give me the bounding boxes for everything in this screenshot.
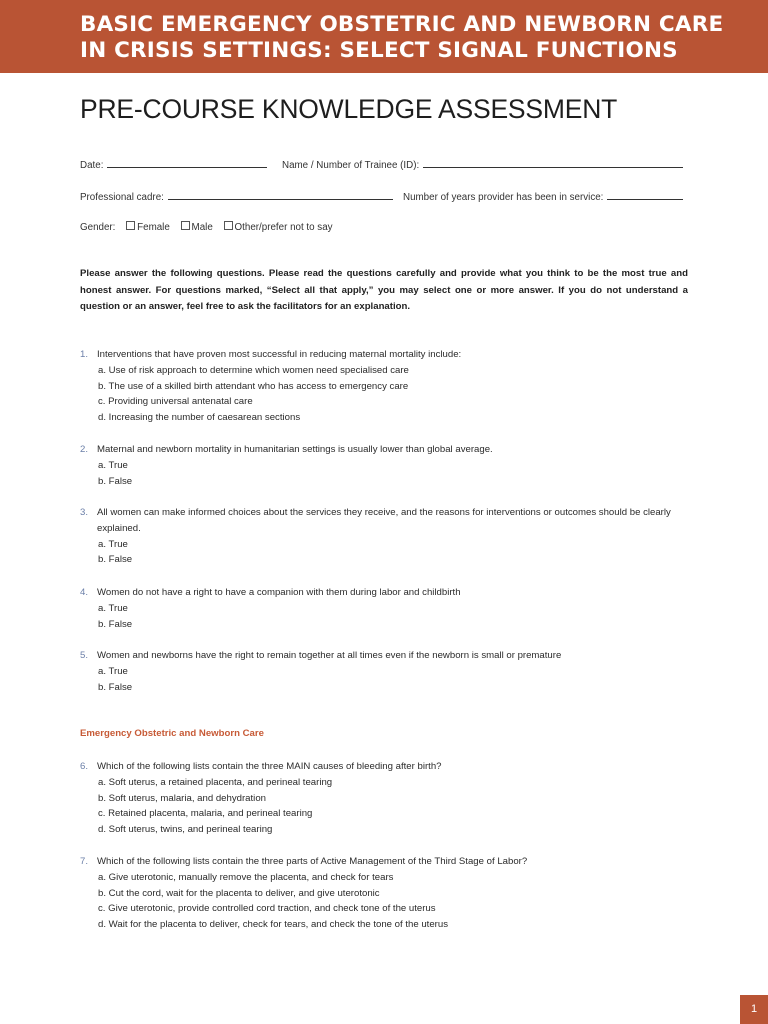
banner-title-line-1: BASIC EMERGENCY OBSTETRIC AND NEWBORN CARE <box>80 12 724 37</box>
form-row-gender <box>80 221 333 235</box>
page-title: PRE-COURSE KNOWLEDGE ASSESSMENT <box>80 94 618 124</box>
answer-option[interactable]: d. Soft uterus, twins, and perineal tearing <box>98 824 273 836</box>
banner-title-line-2: IN CRISIS SETTINGS: SELECT SIGNAL FUNCTIONS <box>80 38 678 63</box>
gender-option-label: Other/prefer not to say <box>234 222 333 233</box>
answer-option[interactable]: d. Increasing the number of caesarean sections <box>98 412 301 424</box>
page-number-badge: 1 <box>740 995 768 1024</box>
question-3 <box>80 505 688 568</box>
answer-option[interactable]: c. Providing universal antenatal care <box>98 396 253 408</box>
date-field[interactable] <box>80 158 267 171</box>
trainee-id-field[interactable] <box>282 158 683 171</box>
question-number: 1. <box>80 349 89 360</box>
answer-option[interactable]: a. True <box>98 538 128 550</box>
instructions-paragraph: Please answer the following questions. Please read the questions carefully and provide what you think to be the most true and honest answer. For questions marked, “Select all that apply,” you may select one or more answer. If you do not understand a question or an answer, feel free to ask the facilitators for an explanation. <box>80 268 688 312</box>
question-text: Women do not have a right to have a companion with them during labor and childbirth <box>97 587 461 598</box>
checkbox-icon[interactable] <box>224 221 233 230</box>
question-6 <box>80 759 688 838</box>
trainee-id-line[interactable] <box>423 158 683 168</box>
gender-option-label: Male <box>191 222 213 233</box>
question-number: 3. <box>80 507 89 518</box>
question-text: Maternal and newborn mortality in humanitarian settings is usually lower than global average. <box>97 444 493 455</box>
answer-option[interactable]: a. True <box>98 459 128 471</box>
answer-option[interactable]: d. Wait for the placenta to deliver, check for tears, and check the tone of the uterus <box>98 919 449 931</box>
question-number: 6. <box>80 761 89 772</box>
years-in-service-label: Number of years provider has been in service: <box>403 192 604 203</box>
answer-option[interactable]: b. False <box>98 475 133 487</box>
question-number: 2. <box>80 444 89 455</box>
answer-option[interactable]: b. False <box>98 618 133 630</box>
answer-option[interactable]: c. Give uterotonic, provide controlled cord traction, and check tone of the uterus <box>98 903 436 915</box>
answer-option[interactable]: b. False <box>98 681 133 693</box>
question-number: 7. <box>80 856 89 867</box>
answer-option[interactable]: a. Soft uterus, a retained placenta, and perineal tearing <box>98 776 333 788</box>
question-text: Which of the following lists contain the three parts of Active Management of the Third Stage of Labor? <box>97 856 528 867</box>
checkbox-icon[interactable] <box>126 221 135 230</box>
gender-option-label: Female <box>137 222 170 233</box>
years-in-service-field[interactable] <box>403 190 683 203</box>
question-text: Which of the following lists contain the three MAIN causes of bleeding after birth? <box>97 761 442 772</box>
section-heading: Emergency Obstetric and Newborn Care <box>80 728 264 739</box>
question-7 <box>80 854 688 933</box>
date-label: Date: <box>80 160 104 171</box>
answer-option[interactable]: a. Use of risk approach to determine which women need specialised care <box>98 364 409 376</box>
header-banner <box>0 0 768 73</box>
answer-option[interactable]: b. The use of a skilled birth attendant who has access to emergency care <box>98 380 409 392</box>
date-line[interactable] <box>107 158 267 168</box>
question-number: 5. <box>80 650 89 661</box>
question-5 <box>80 648 688 695</box>
gender-label: Gender: <box>80 222 116 233</box>
answer-option[interactable]: a. Give uterotonic, manually remove the placenta, and check for tears <box>98 871 394 883</box>
question-number: 4. <box>80 587 89 598</box>
gender-option-other[interactable] <box>216 222 333 233</box>
question-4 <box>80 585 688 632</box>
gender-option-male[interactable] <box>173 222 213 233</box>
question-text: Interventions that have proven most successful in reducing maternal mortality include: <box>97 349 462 360</box>
years-in-service-line[interactable] <box>607 190 683 200</box>
answer-option[interactable]: a. True <box>98 665 128 677</box>
cadre-line[interactable] <box>168 190 393 200</box>
cadre-label: Professional cadre: <box>80 192 164 203</box>
trainee-id-label: Name / Number of Trainee (ID): <box>282 160 420 171</box>
answer-option[interactable]: b. Cut the cord, wait for the placenta to deliver, and give uterotonic <box>98 887 380 899</box>
question-text: Women and newborns have the right to remain together at all times even if the newborn is small or premature <box>97 650 562 661</box>
question-text: All women can make informed choices about the services they receive, and the reasons for interventions or outcomes should be clearly explained. <box>97 507 671 534</box>
answer-option[interactable]: c. Retained placenta, malaria, and perineal tearing <box>98 808 313 820</box>
question-2 <box>80 442 688 489</box>
checkbox-icon[interactable] <box>181 221 190 230</box>
answer-option[interactable]: b. False <box>98 554 133 566</box>
answer-option[interactable]: b. Soft uterus, malaria, and dehydration <box>98 792 266 804</box>
gender-option-female[interactable] <box>118 222 170 233</box>
cadre-field[interactable] <box>80 190 393 203</box>
answer-option[interactable]: a. True <box>98 602 128 614</box>
question-1 <box>80 347 688 426</box>
